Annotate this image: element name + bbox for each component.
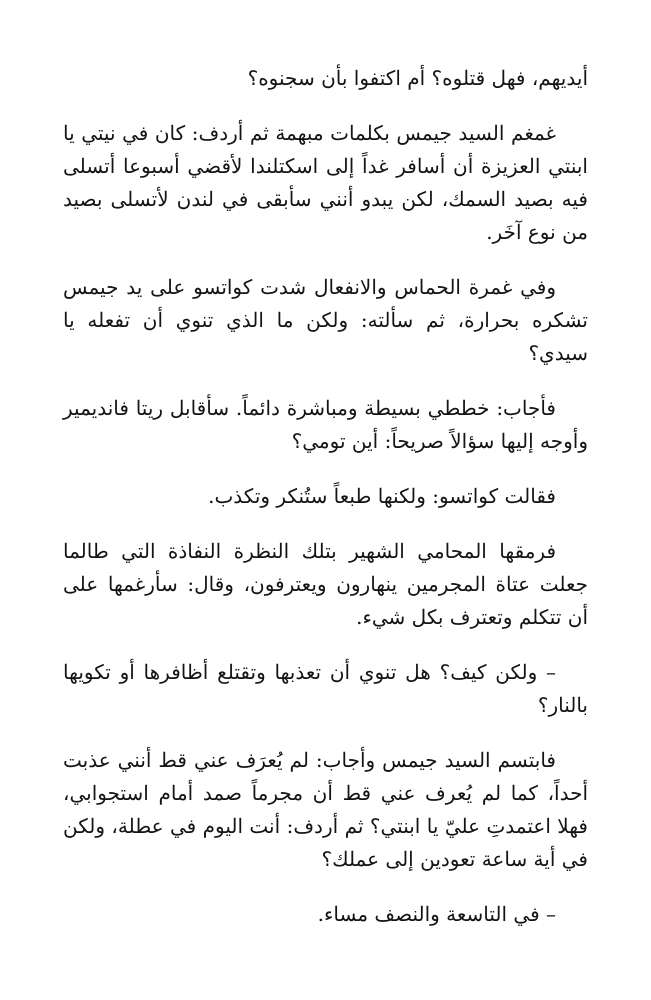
paragraph-gap: [63, 249, 588, 271]
paragraph-gap: [63, 458, 588, 480]
paragraph-gap: [63, 370, 588, 392]
paragraph-gap: [63, 95, 588, 117]
paragraph-2: غمغم السيد جيمس بكلمات مبهمة ثم أردف: كان في نيتي يا ابنتي العزيزة أن أسافر غداً إلى اسكتلندا لأقضي أسبوعا أتسلى فيه بصيد السمك، لكن يبدو أنني سأبقى في لندن لأتسلى بصيد من نوع آخَر.: [63, 121, 588, 244]
paragraph-gap: [63, 876, 588, 898]
paragraph-4: فأجاب: خططي بسيطة ومباشرة دائماً. سأقابل ريتا فانديمير وأوجه إليها سؤالاً صريحاً: أين تومي؟: [63, 396, 588, 453]
paragraph-8: فابتسم السيد جيمس وأجاب: لم يُعرَف عني قط أنني عذبت أحداً، كما لم يُعرف عني قط أن مجرماً صمد أمام استجوابي، فهلا اعتمدتِ عليّ يا ابنتي؟ ثم أردف: أنت اليوم في عطلة، ولكن في أية ساعة تعودين إلى عملك؟: [63, 748, 588, 871]
paragraph-5: فقالت كواتسو: ولكنها طبعاً ستُنكر وتكذب.: [208, 484, 556, 508]
paragraph-gap: [63, 513, 588, 535]
paragraph-gap: [63, 634, 588, 656]
paragraph-gap: [63, 722, 588, 744]
paragraph-9: – في التاسعة والنصف مساء.: [317, 902, 556, 926]
paragraph-7: – ولكن كيف؟ هل تنوي أن تعذبها وتقتلع أظافرها أو تكويها بالنار؟: [63, 660, 588, 717]
paragraph-6: فرمقها المحامي الشهير بتلك النظرة النفاذة التي طالما جعلت عتاة المجرمين ينهارون ويعترفون، وقال: سأرغمها على أن تتكلم وتعترف بكل شيء.: [63, 539, 588, 629]
paragraph-3: وفي غمرة الحماس والانفعال شدت كواتسو على يد جيمس تشكره بحرارة، ثم سألته: ولكن ما الذي تنوي أن تفعله يا سيدي؟: [63, 275, 588, 365]
paragraph-1: أيديهم، فهل قتلوه؟ أم اكتفوا بأن سجنوه؟: [247, 66, 588, 90]
